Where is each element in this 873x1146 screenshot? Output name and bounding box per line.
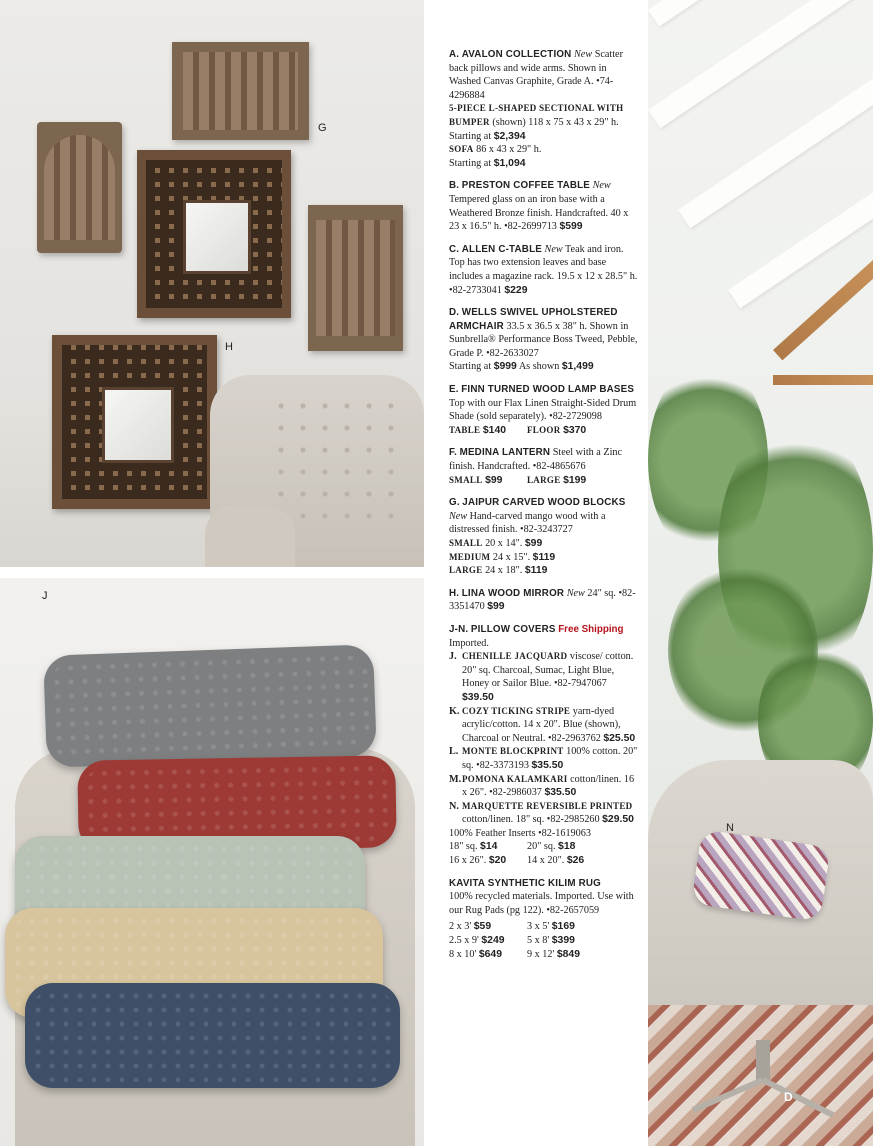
entry-h bbox=[449, 587, 639, 614]
size-label: SMALL bbox=[449, 474, 483, 485]
pillow-sailor-blue bbox=[25, 983, 400, 1088]
new-badge: New bbox=[592, 180, 611, 192]
new-badge: New bbox=[574, 49, 593, 60]
item-desc: viscose/ cotton. 20" sq. Charcoal, Sumac, Light Blue, Honey or Sailor Blue. •82-7947067 bbox=[462, 651, 634, 690]
entry-f bbox=[449, 446, 639, 487]
pillow-stack-photo bbox=[0, 578, 424, 1146]
lattice-mirror-top bbox=[137, 150, 291, 318]
price: $99 bbox=[487, 601, 505, 613]
sub-entry-j bbox=[449, 650, 639, 704]
carved-wood-block-tall bbox=[308, 205, 403, 351]
size: 20" sq. bbox=[527, 841, 556, 853]
label-h: H bbox=[225, 341, 233, 353]
entry-rug bbox=[449, 877, 639, 962]
size: 9 x 12' bbox=[527, 948, 555, 960]
price: $25.50 bbox=[603, 732, 636, 744]
price: $999 bbox=[493, 361, 517, 373]
insert-prices bbox=[449, 840, 639, 867]
sub-entry-m bbox=[449, 773, 639, 800]
entry-c bbox=[449, 243, 639, 297]
size: 14 x 20". bbox=[527, 855, 565, 867]
product-name: KAVITA SYNTHETIC KILIM RUG bbox=[449, 877, 601, 889]
size: 20 x 14". bbox=[485, 538, 523, 549]
price: $140 bbox=[482, 424, 507, 436]
entry-letter: G. bbox=[449, 497, 460, 509]
price: $20 bbox=[488, 855, 507, 867]
starting-at: Starting at bbox=[449, 361, 492, 373]
wall-decor-photo bbox=[0, 0, 424, 567]
label-g: G bbox=[318, 122, 327, 134]
rug-prices bbox=[449, 920, 639, 961]
price: $119 bbox=[524, 565, 548, 577]
product-name: AVALON COLLECTION bbox=[461, 49, 572, 60]
entry-letter: B. bbox=[449, 180, 460, 192]
wood-beam bbox=[773, 375, 873, 385]
price: $649 bbox=[478, 948, 502, 960]
size-label: LARGE bbox=[527, 474, 561, 485]
product-desc: 33.5 x 36.5 x 38" h. Shown in Sunbrella® Performance Boss Tweed, Pebble, Grade P. •82-2633027 bbox=[449, 320, 638, 359]
price: $35.50 bbox=[531, 759, 564, 771]
size: 16 x 26". bbox=[449, 855, 487, 867]
entry-letter: C. bbox=[449, 243, 460, 255]
carved-wood-block-large bbox=[172, 42, 309, 140]
price: $370 bbox=[563, 424, 587, 436]
product-desc: 24" sq. •82-3351470 bbox=[449, 587, 636, 613]
sub-entry-n bbox=[449, 800, 639, 827]
size: 2.5 x 9' bbox=[449, 935, 479, 947]
size-label: MEDIUM bbox=[449, 551, 491, 562]
entry-letter: A. bbox=[449, 49, 460, 60]
size: 2 x 3' bbox=[449, 921, 472, 933]
chair-arm bbox=[205, 505, 295, 567]
price: $35.50 bbox=[544, 787, 577, 799]
new-badge: New bbox=[544, 243, 563, 255]
product-desc: 100% recycled materials. Imported. Use with our Rug Pads (pg 122). •82-2657059 bbox=[449, 891, 634, 916]
item-name: COZY TICKING STRIPE bbox=[462, 705, 571, 716]
price: $199 bbox=[563, 474, 587, 486]
product-desc: Steel with a Zinc finish. Handcrafted. •82-4865676 bbox=[449, 447, 623, 473]
entry-d bbox=[449, 306, 639, 374]
item-name: MARQUETTE REVERSIBLE PRINTED bbox=[462, 800, 633, 811]
size: 24 x 15". bbox=[492, 551, 531, 563]
size-label: TABLE bbox=[449, 424, 481, 435]
size-label: SMALL bbox=[449, 538, 483, 548]
item-desc: cotton/linen. 16 x 26". •82-2986037 bbox=[462, 773, 635, 799]
price: $1,094 bbox=[493, 157, 526, 169]
item-name: 5-PIECE L-SHAPED SECTIONAL WITH BUMPER bbox=[449, 103, 624, 127]
price: $2,394 bbox=[493, 130, 526, 142]
price: $99 bbox=[485, 474, 503, 486]
swivel-base bbox=[688, 1040, 838, 1120]
free-shipping-badge: Free Shipping bbox=[558, 623, 624, 635]
price: $1,499 bbox=[561, 361, 594, 373]
price: $39.50 bbox=[462, 691, 494, 703]
price: $14 bbox=[480, 841, 498, 853]
price: $599 bbox=[559, 221, 583, 233]
product-desc: Hand-carved mango wood with a distressed finish. •82-3243727 bbox=[449, 510, 606, 536]
item-name: POMONA KALAMKARI bbox=[462, 773, 568, 784]
inserts-desc: 100% Feather Inserts •82-1619063 bbox=[449, 827, 591, 839]
entry-b bbox=[449, 179, 639, 233]
new-badge: New bbox=[566, 587, 585, 599]
size-label: LARGE bbox=[449, 565, 483, 576]
lattice-mirror-bottom bbox=[52, 335, 217, 509]
size: 3 x 5' bbox=[527, 921, 550, 933]
size: 18" sq. bbox=[449, 841, 478, 853]
pillow-charcoal bbox=[43, 644, 377, 767]
entry-e bbox=[449, 383, 639, 437]
price: $99 bbox=[524, 538, 543, 549]
product-desc: Scatter back pillows and wide arms. Shown in Washed Canvas Graphite, Grade A. •74-4296884 bbox=[449, 49, 623, 101]
entry-g bbox=[449, 496, 639, 578]
entry-letter: E. bbox=[449, 384, 459, 396]
price: $249 bbox=[481, 935, 505, 947]
price: $18 bbox=[558, 841, 576, 853]
price: $399 bbox=[551, 935, 575, 947]
price: $59 bbox=[473, 921, 492, 933]
entry-letter: J-N. bbox=[449, 623, 469, 635]
item-desc: cotton/linen. 18" sq. •82-2985260 bbox=[462, 814, 600, 826]
product-copy bbox=[449, 48, 639, 970]
item-desc: (shown) 118 x 75 x 43 x 29" h. bbox=[492, 116, 619, 128]
product-desc: Teak and iron. Top has two extension leaves and base includes a magazine rack. 19.5 x 12 x 28.5" h. •82-2733041 bbox=[449, 243, 638, 296]
sub-letter: L. bbox=[449, 746, 459, 758]
living-room-photo bbox=[648, 0, 873, 1146]
product-name: LINA WOOD MIRROR bbox=[461, 587, 565, 599]
item-name: CHENILLE JACQUARD bbox=[462, 651, 568, 662]
entry-jn bbox=[449, 623, 639, 868]
price: $29.50 bbox=[602, 814, 634, 826]
item-desc: 86 x 43 x 29" h. bbox=[476, 144, 542, 156]
item-desc: yarn-dyed acrylic/cotton. 14 x 20". Blue (shown), Charcoal or Neutral. •82-2963762 bbox=[462, 705, 621, 744]
carved-wood-block-arch bbox=[37, 122, 122, 253]
product-name: FINN TURNED WOOD LAMP BASES bbox=[461, 384, 635, 396]
product-desc: Top with our Flax Linen Straight-Sided Drum Shade (sold separately). •82-2729098 bbox=[449, 397, 637, 423]
size: 5 x 8' bbox=[527, 935, 550, 947]
item-name: SOFA bbox=[449, 144, 474, 155]
label-j: J bbox=[42, 590, 48, 602]
starting-at: Starting at bbox=[449, 157, 492, 169]
size: 8 x 10' bbox=[449, 948, 477, 960]
product-name: MEDINA LANTERN bbox=[459, 447, 551, 459]
new-badge: New bbox=[449, 510, 468, 522]
entry-letter: F. bbox=[449, 447, 458, 459]
ceiling-beam bbox=[678, 76, 873, 228]
item-desc: 100% cotton. 20" sq. •82-3373193 bbox=[462, 746, 638, 771]
price: $229 bbox=[504, 284, 528, 296]
product-name: JAIPUR CARVED WOOD BLOCKS bbox=[462, 497, 626, 509]
sub-letter: N. bbox=[449, 800, 459, 812]
sub-letter: K. bbox=[449, 705, 460, 717]
price: $119 bbox=[532, 551, 556, 563]
item-name: MONTE BLOCKPRINT bbox=[462, 746, 564, 757]
sub-letter: J. bbox=[449, 651, 457, 663]
product-desc: Imported. bbox=[449, 637, 489, 649]
price: $849 bbox=[556, 948, 580, 960]
sub-letter: M. bbox=[449, 773, 462, 785]
size: 24 x 18". bbox=[485, 565, 523, 577]
label-d: D bbox=[784, 1090, 793, 1104]
size-label: FLOOR bbox=[527, 424, 561, 435]
product-name: WELLS SWIVEL UPHOLSTERED ARMCHAIR bbox=[449, 307, 618, 332]
product-name: PILLOW COVERS bbox=[470, 623, 556, 635]
product-name: ALLEN C-TABLE bbox=[461, 243, 542, 255]
product-desc: Tempered glass on an iron base with a Weathered Bronze finish. Handcrafted. 40 x 23 x 16.5" h. •82-2699713 bbox=[449, 193, 629, 233]
sub-entry-k bbox=[449, 705, 639, 746]
starting-at: Starting at bbox=[449, 130, 492, 142]
entry-letter: H. bbox=[449, 587, 460, 599]
as-shown-label: As shown bbox=[518, 361, 560, 373]
price: $169 bbox=[551, 921, 575, 933]
sub-entry-l bbox=[449, 745, 639, 772]
entry-a bbox=[449, 48, 639, 170]
label-n: N bbox=[726, 822, 734, 834]
product-name: PRESTON COFFEE TABLE bbox=[461, 180, 591, 192]
entry-letter: D. bbox=[449, 307, 460, 319]
price: $26 bbox=[566, 855, 585, 867]
